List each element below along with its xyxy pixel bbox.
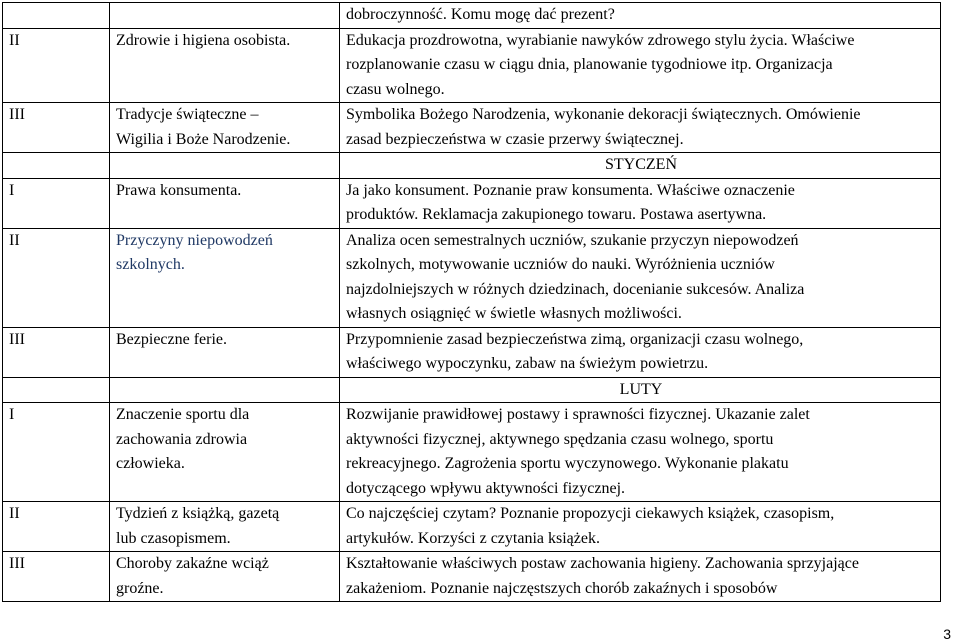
lesson-topic: Przyczyny niepowodzeń szkolnych.: [110, 228, 340, 327]
lesson-content: Symbolika Bożego Narodzenia, wykonanie dekoracji świątecznych. Omówienie zasad bezpieczeństwa w czasie przerwy świątecznej.: [340, 103, 941, 153]
table-row: [3, 502, 941, 552]
lesson-content: Kształtowanie właściwych postaw zachowania higieny. Zachowania sprzyjające zakażeniom. Poznanie najczęstszych chorób zakaźnych i sposobów: [340, 552, 941, 602]
page-number: 3: [943, 626, 951, 642]
lesson-topic: [110, 153, 340, 179]
month-header: STYCZEŃ: [340, 153, 941, 179]
lesson-topic: Znaczenie sportu dla zachowania zdrowia człowieka.: [110, 403, 340, 502]
lesson-number: [3, 3, 110, 29]
lesson-number: [3, 153, 110, 179]
lesson-content: dobroczynność. Komu mogę dać prezent?: [340, 3, 941, 29]
lesson-topic: Tradycje świąteczne – Wigilia i Boże Narodzenie.: [110, 103, 340, 153]
lesson-content: Analiza ocen semestralnych uczniów, szukanie przyczyn niepowodzeń szkolnych, motywowanie uczniów do nauki. Wyróżnienia uczniów najzdolniejszych w różnych dziedzinach, docenianie sukcesów. Analiza własnych osiągnięć w świetle własnych możliwości.: [340, 228, 941, 327]
lesson-topic: [110, 3, 340, 29]
lesson-number: [3, 377, 110, 403]
lesson-topic: Choroby zakaźne wciąż groźne.: [110, 552, 340, 602]
lesson-plan-body: [3, 3, 941, 602]
lesson-number: I: [3, 403, 110, 502]
table-row: [3, 3, 941, 29]
lesson-number: I: [3, 178, 110, 228]
table-row: [3, 552, 941, 602]
lesson-number: III: [3, 103, 110, 153]
month-header: LUTY: [340, 377, 941, 403]
month-row: [3, 153, 941, 179]
table-row: [3, 327, 941, 377]
lesson-number: II: [3, 28, 110, 103]
lesson-content: Przypomnienie zasad bezpieczeństwa zimą, organizacji czasu wolnego, właściwego wypoczynku, zabaw na świeżym powietrzu.: [340, 327, 941, 377]
lesson-number: II: [3, 502, 110, 552]
lesson-content: Edukacja prozdrowotna, wyrabianie nawyków zdrowego stylu życia. Właściwe rozplanowanie czasu w ciągu dnia, planowanie tygodniowe itp. Organizacja czasu wolnego.: [340, 28, 941, 103]
month-row: [3, 377, 941, 403]
table-row: [3, 228, 941, 327]
lesson-content: Rozwijanie prawidłowej postawy i sprawności fizycznej. Ukazanie zalet aktywności fizycznej, aktywnego spędzania czasu wolnego, sportu rekreacyjnego. Zagrożenia sportu wyczynowego. Wykonanie plakatu dotyczącego wpływu aktywności fizycznej.: [340, 403, 941, 502]
lesson-number: III: [3, 552, 110, 602]
lesson-topic: Zdrowie i higiena osobista.: [110, 28, 340, 103]
lesson-topic: Prawa konsumenta.: [110, 178, 340, 228]
table-row: [3, 103, 941, 153]
lesson-topic: Tydzień z książką, gazetą lub czasopismem.: [110, 502, 340, 552]
lesson-topic: [110, 377, 340, 403]
lesson-plan-table: [2, 2, 941, 602]
lesson-number: II: [3, 228, 110, 327]
lesson-topic: Bezpieczne ferie.: [110, 327, 340, 377]
lesson-content: Ja jako konsument. Poznanie praw konsumenta. Właściwe oznaczenie produktów. Reklamacja zakupionego towaru. Postawa asertywna.: [340, 178, 941, 228]
table-row: [3, 403, 941, 502]
lesson-number: III: [3, 327, 110, 377]
lesson-content: Co najczęściej czytam? Poznanie propozycji ciekawych książek, czasopism, artykułów. Korzyści z czytania książek.: [340, 502, 941, 552]
table-row: [3, 178, 941, 228]
table-row: [3, 28, 941, 103]
